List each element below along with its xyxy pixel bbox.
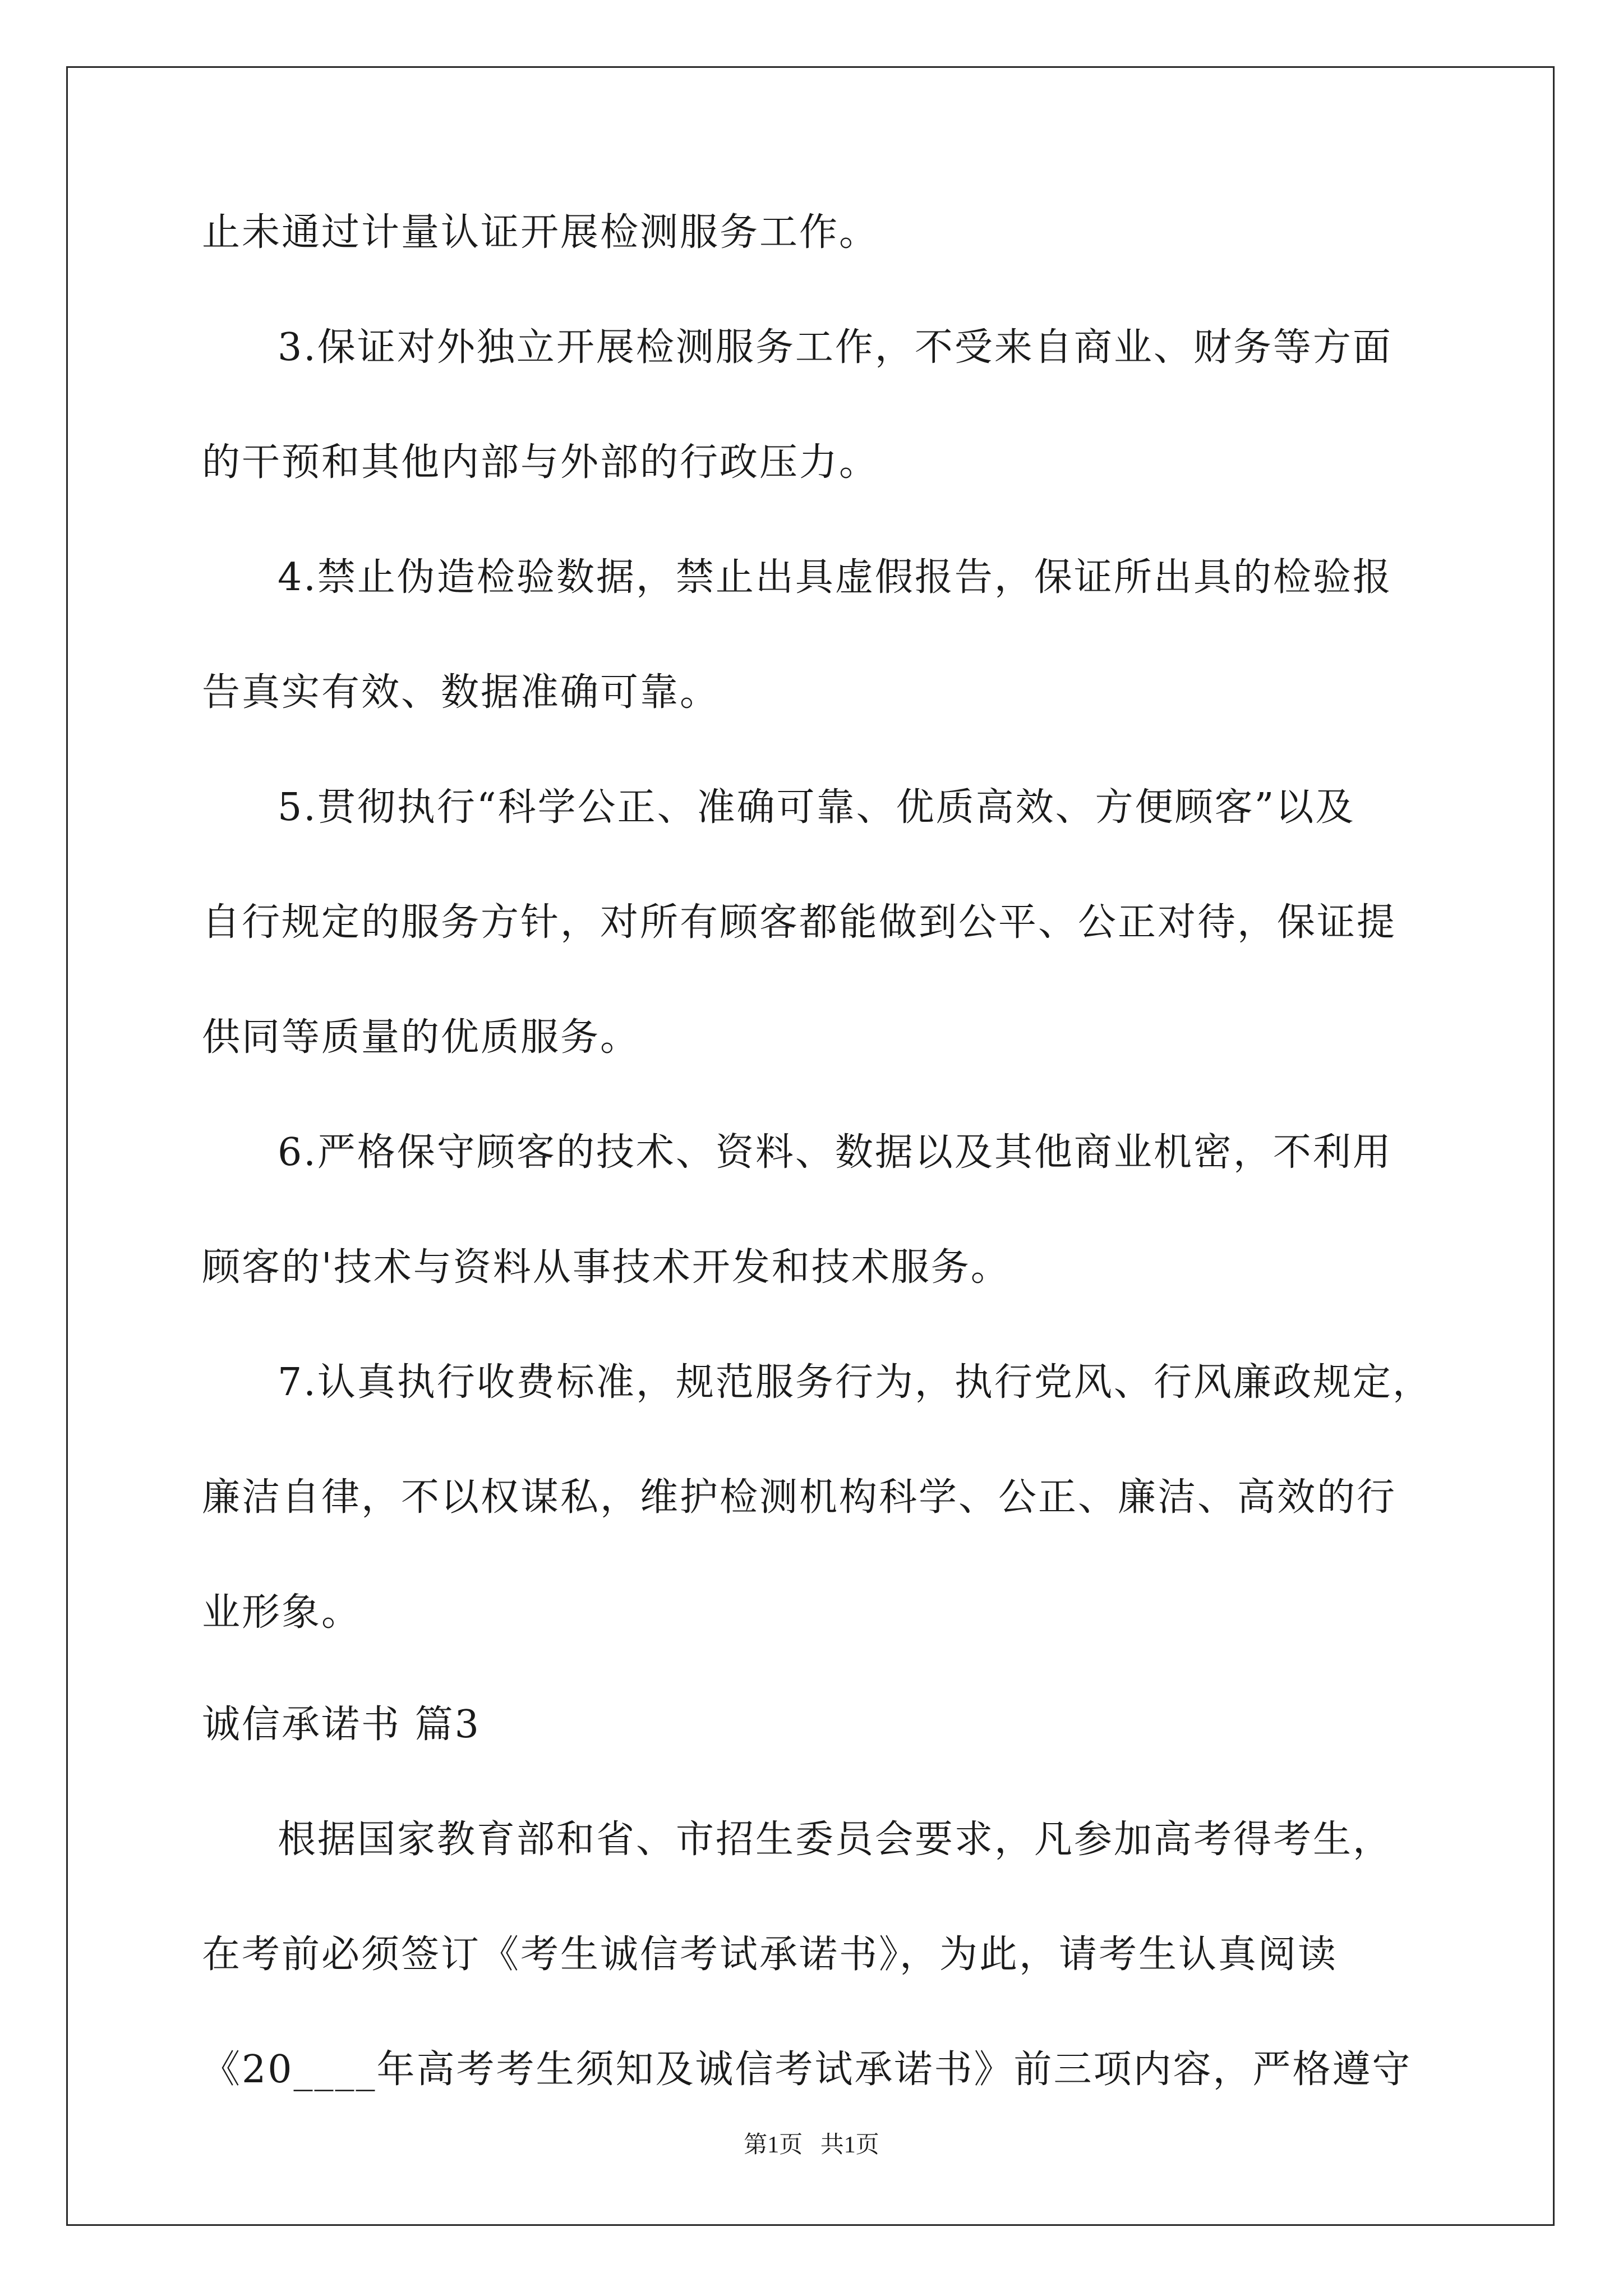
text-line: 廉洁自律，不以权谋私，维护检测机构科学、公正、廉洁、高效的行 <box>202 1475 1397 1520</box>
text-line: 的干预和其他内部与外部的行政压力。 <box>202 440 879 485</box>
text-line: 止未通过计量认证开展检测服务工作。 <box>202 210 879 255</box>
text-line: 7.认真执行收费标准，规范服务行为，执行党风、行风廉政规定， <box>278 1360 1432 1405</box>
text-line: 供同等质量的优质服务。 <box>202 1015 640 1060</box>
text-line: 6.严格保守顾客的技术、资料、数据以及其他商业机密，不利用 <box>278 1130 1393 1175</box>
text-line: 顾客的'技术与资料从事技术开发和技术服务。 <box>202 1245 1011 1290</box>
text-line: 5.贯彻执行“科学公正、准确可靠、优质高效、方便顾客”以及 <box>278 785 1355 830</box>
text-line: 根据国家教育部和省、市招生委员会要求，凡参加高考得考生， <box>278 1818 1393 1862</box>
page-footer: 第1页 共1页 <box>744 2132 879 2158</box>
text-line: 《20____年高考考生须知及诚信考试承诺书》前三项内容，严格遵守 <box>202 2047 1412 2092</box>
text-line: 业形象。 <box>202 1590 362 1635</box>
text-line: 在考前必须签订《考生诚信考试承诺书》，为此，请考生认真阅读 <box>202 1932 1338 1977</box>
text-line: 3.保证对外独立开展检测服务工作，不受来自商业、财务等方面 <box>278 325 1393 370</box>
text-line: 4.禁止伪造检验数据，禁止出具虚假报告，保证所出具的检验报 <box>278 555 1393 600</box>
section-heading: 诚信承诺书 篇3 <box>202 1703 481 1747</box>
text-line: 告真实有效、数据准确可靠。 <box>202 670 720 715</box>
text-line: 自行规定的服务方针，对所有顾客都能做到公平、公正对待，保证提 <box>202 900 1397 945</box>
